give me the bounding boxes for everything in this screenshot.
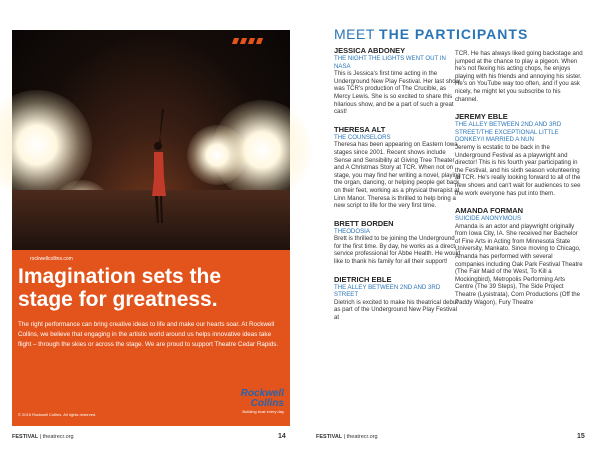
ad-copyright: © 2015 Rockwell Collins. All rights reserved. (18, 412, 97, 417)
participants-column-1 (334, 46, 462, 331)
participant-entry (334, 46, 462, 116)
participant-entry (334, 275, 462, 322)
participant-bio: This is Jessica's first time acting in the Underground New Play Festival. Her last show was TCR's production of The Crucible, as Mercy Lewis. She is so excited to share this hilarious show, and be a part of such a great cast! (334, 70, 460, 116)
footer-separator: | (39, 434, 42, 440)
logo-line2: Collins (250, 398, 284, 409)
footer-brand: FESTIVAL (12, 434, 39, 440)
participant-bio: Jeremy is ecstatic to be back in the Underground Festival as a playwright and director! This is his fourth year participating in the Festival, and his sixth season volunteering at TCR. He's really looking forward to all of the new shows and can't wait for audiences to see the work everyone has put into them. (455, 143, 581, 197)
participant-name: JESSICA ABDONEY (334, 46, 406, 55)
performer-silhouette (148, 108, 170, 223)
footer-brand: FESTIVAL (316, 434, 343, 440)
participant-name: AMANDA FORMAN (455, 206, 524, 216)
participant-entry (455, 112, 583, 197)
page-title (334, 26, 528, 42)
participant-entry (334, 125, 462, 210)
stage-photo (12, 30, 290, 262)
logo-line1: Rockwell (240, 388, 284, 399)
accent-stripes (233, 38, 262, 44)
participant-bio: Dietrich is excited to make his theatrical debut as part of the Underground New Play Festival at (334, 298, 458, 322)
participant-show: THE ALLEY BETWEEN 2ND AND 3RD STREET/THE EXCEPTIONAL LITTLE DONKEY/I MARRIED A NUN (455, 121, 562, 144)
participant-show: SUICIDE ANONYMOUS (455, 215, 522, 223)
participant-bio: TCR. He has always liked going backstage and jumped at the chance to play a pigeon. When he's not flexing his acting chops, he enjoys playing with his friends and annoying his sister. He's on YouTube way too often, and if you ask nicely, he might let you subscribe to his channel. (455, 50, 583, 103)
ad-headline-line2: stage for greatness. (18, 288, 218, 311)
spotlight-mid-right (187, 125, 247, 185)
participant-entry (334, 219, 462, 266)
footer-separator: | (343, 434, 346, 440)
participant-name: BRETT BORDEN (334, 218, 394, 228)
participant-name: JEREMY EBLE (455, 112, 508, 122)
ad-body-text: The right performance can bring creative ideas to life and make our hearts soar. At Rockwell Collins, we believe that engaging in the artistic world around us helps innovative ideas take flight – through the skies or across the stage. We are proud to support Theatre Cedar Rapids. (18, 321, 279, 348)
participant-bio: Theresa has been appearing on Eastern Iowa stages since 2001. Recent shows include Sense and Sensibility at Giving Tree Theater and A Christmas Story at TCR. When not on stage, you may find her writing a novel, playing the organ, dancing, or helping people get back on their feet, working as a physical therapist at Linn Manor. Theresa is thrilled to help bring a new script to life for the very first time. (334, 141, 461, 210)
participant-bio: Brett is thrilled to be joining the Underground for the first time. By day, he works as a direct service professional for Abbe Health. He would like to thank his family for all their support! (334, 235, 461, 266)
participants-column-2 (455, 50, 583, 315)
participant-name: THERESA ALT (334, 124, 386, 134)
footer-left (12, 434, 74, 440)
ad-url[interactable]: rockwellcollins.com (30, 256, 73, 262)
rockwell-collins-logo (212, 389, 284, 414)
participant-entry (455, 50, 583, 103)
participant-entry (455, 206, 583, 306)
title-prefix: MEET (334, 26, 375, 42)
page-number-left: 14 (278, 433, 286, 440)
footer-site: theatrecr.org (42, 434, 74, 440)
footer-site: theatrecr.org (346, 434, 378, 440)
participant-show: THE NIGHT THE LIGHTS WENT OUT IN NASA (334, 55, 446, 70)
footer-right (316, 434, 378, 440)
page-number-right: 15 (577, 433, 585, 440)
title-main: THE PARTICIPANTS (379, 26, 529, 42)
ad-headline-line1: Imagination sets the (18, 265, 222, 288)
ad-headline (18, 265, 286, 311)
logo-tagline: Building trust every day (242, 409, 284, 414)
participant-show: THE COUNSELORS (334, 133, 391, 141)
participant-name: DIETRICH EBLE (334, 274, 392, 284)
participant-show: THEODOSIA (334, 227, 370, 235)
participant-show: THE ALLEY BETWEEN 2ND AND 3RD STREET (334, 283, 441, 299)
participant-bio: Amanda is an actor and playwright originally from Iowa City, IA. She received her Bachelor of Fine Arts in Acting from Minnesota State University, Mankato. Since moving to Chicago, Amanda has performed with several companies including Oak Park Festival Theatre (The Fair Maid of the West, To Kill a Mockingbird), Metropolis Performing Arts Centre (The 39 Steps), The Side Project Theatre (Lysistrata), Corn Productions (Off the Paddy Wagon), Fury Theatre (455, 222, 583, 306)
